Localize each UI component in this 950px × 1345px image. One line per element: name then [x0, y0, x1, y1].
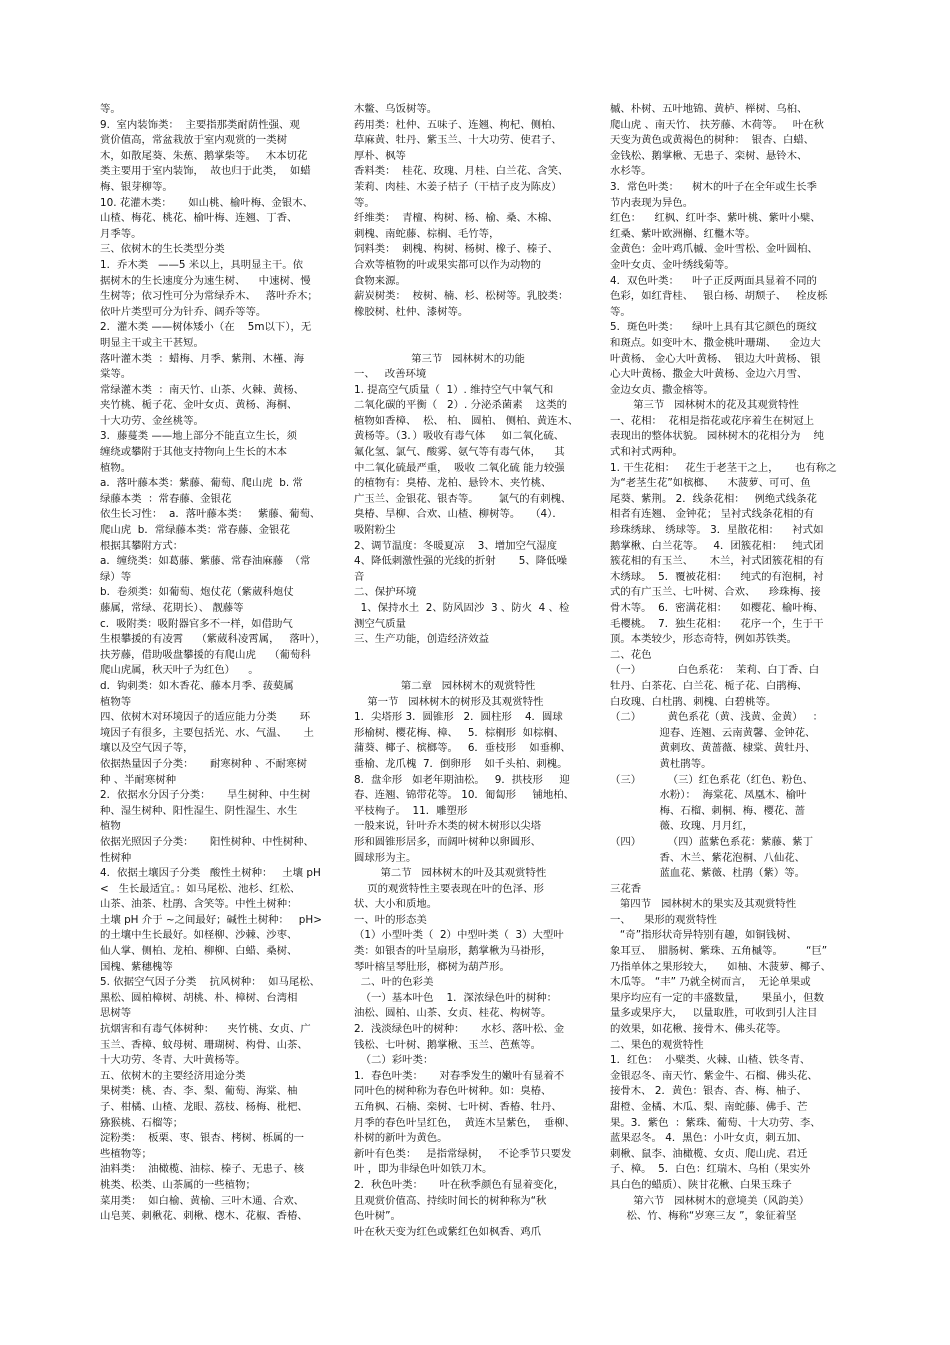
text-line: 类：如银杏的叶呈扇形，鹅掌楸为马褂形，	[354, 945, 552, 958]
text-line: 叶在秋天变为红色或紫红色如枫香、鸡爪	[354, 1225, 542, 1238]
text-line: 广玉兰、金银花、银杏等。 氯气的有刺槐、	[354, 492, 572, 505]
text-line: 生根攀援的有凌霄 （紫葳科凌霄属， 落叶），	[100, 633, 326, 646]
text-line: 夹竹桃、栀子花、金叶女贞、黄杨、海桐、	[100, 399, 298, 412]
text-line: 1. 干生花相： 花生于老茎干之上， 也有称之	[610, 461, 837, 474]
text-line: 琴叶榕呈琴肚形，榔树为葫芦形。	[354, 960, 510, 973]
text-line: 蓝血花、紫薇、杜鹃（紫）等。	[610, 867, 806, 880]
text-line: 第四节 园林树木的果实及其观赏特性	[610, 898, 797, 911]
text-line: 明显主干或主干甚短。	[100, 336, 204, 349]
text-line: 黑松、圆柏樟树、胡桃、朴、樟树、台湾相	[100, 991, 298, 1004]
text-line: 橡胶树、杜仲、漆树等。	[354, 305, 469, 318]
text-line: 爬山虎 、南天竹、 扶芳藤、木荷等。 叶在秋	[610, 118, 824, 131]
text-line: 同叶色的树种称为春色叶树种。如：臭椿、	[354, 1085, 552, 1098]
text-line: 金黄色：金叶鸡爪槭、金叶雪松、金叶圆柏、	[610, 243, 818, 256]
text-line: 心大叶黄杨、撒金大叶黄杨、金边六月雪、	[610, 368, 808, 381]
text-line: 植物等	[100, 695, 132, 708]
text-line: 量多或果序大， 以量取胜，可收到引人注目	[610, 1007, 818, 1020]
text-line: 饲料类： 刺槐、构树、杨树、橡子、榛子、	[354, 243, 559, 256]
text-line: 色叶树”。	[354, 1210, 401, 1223]
text-line: 迎春、连翘、云南黄馨、金钟花、	[610, 726, 816, 739]
text-line: 五、依树木的主要经济用途分类	[100, 1069, 246, 1082]
text-line: 中二氧化硫最严重， 吸收 二氧化硫 能力较强	[354, 461, 565, 474]
text-line: 植物	[100, 820, 121, 833]
text-line: 为“老茎生花”如槟榔、 木菠萝、可可、鱼	[610, 477, 811, 490]
text-line: 垂榆、龙爪槐 7．倒卵形 如千头柏、刺槐。	[354, 757, 568, 770]
text-line: 页的观赏特性主要表现在叶的色泽、形	[354, 882, 544, 895]
text-line: 象耳豆、 腊肠树、紫珠、五角槭等。 “巨”	[610, 945, 828, 958]
text-line: 爬山虎属，秋天叶子为红色） 。	[100, 664, 259, 677]
text-line: 种 、半耐寒树种	[100, 773, 177, 786]
text-line: 簇花相的有玉兰、 木兰，衬式团簇花相的有	[610, 555, 824, 568]
text-line: （二） 黄色系花（黄、浅黄、金黄） ：	[610, 711, 823, 724]
text-line: 和斑点。如变叶木、撒金桃叶珊瑚、 金边大	[610, 336, 821, 349]
text-line: 红桑、紫叶欧洲槲、红檵木等。	[610, 227, 756, 240]
text-line: 色彩，如红背桂、 银白杨、胡颓子、 栓皮栎	[610, 290, 828, 303]
text-line: 珍珠绣球、 绣球等。 3．星散花相： 衬式如	[610, 524, 824, 537]
text-line: 十大功劳、冬青、大叶黄杨等。	[100, 1054, 246, 1067]
text-line: 木瓜等。 “丰” 乃就全树而言， 无论单果或	[610, 976, 811, 989]
text-line: 刺槐、南蛇藤、棕榈、毛竹等，	[354, 227, 500, 240]
text-line: c．吸附类：吸附器官多不一样，如借助气	[100, 617, 293, 630]
text-line: 等。	[354, 196, 375, 209]
text-line	[354, 663, 582, 679]
text-line: 新叶有色类： 是指常绿树， 不论季节只要发	[354, 1147, 572, 1160]
text-line: 性树种	[100, 851, 132, 864]
text-line: 赏价值高，常盆栽放于室内观赏的一类树	[100, 134, 288, 147]
text-line: 二、花色	[610, 648, 652, 661]
text-line: 天变为黄色或黄褐色的树种： 银杏、白蜡、	[610, 134, 815, 147]
text-line: 水粉）： 海棠花、凤凰木、榆叶	[610, 789, 807, 802]
text-line: 二、保护环境	[354, 586, 417, 599]
text-line	[354, 320, 582, 336]
text-line: 果树类：桃、杏、李、梨、葡萄、海棠、柚	[100, 1085, 298, 1098]
text-line: 金边女贞、撒金榕等。	[610, 383, 714, 396]
text-line: 4．双色叶类： 叶子正反两面具显着不同的	[610, 274, 817, 287]
text-line: 二、叶的色彩美	[354, 976, 434, 989]
text-line: 一、 果形的观赏特性	[610, 913, 717, 926]
text-line: 纤维类： 青檀、构树、杨、榆、桑、木棉、	[354, 212, 559, 225]
text-line: 等。	[610, 305, 631, 318]
text-line: 2．秋色叶类： 叶在秋季颜色有显着变化，	[354, 1178, 565, 1191]
text-line: 尾葵、紫荆。 2．线条花相： 例绝式线条花	[610, 492, 817, 505]
text-line: 接骨木、 2．黄色：银杏、杏、梅、柚子、	[610, 1085, 807, 1098]
text-line: 十大功劳、金丝桃等。	[100, 414, 204, 427]
text-line: 等。	[100, 103, 121, 115]
text-line: 一般来说，针叶乔木类的树木树形以尖塔	[354, 820, 542, 833]
text-line: 一、花相： 花相是指花或花序着生在树冠上	[610, 414, 815, 427]
text-line: 槭、朴树、五叶地锦、黄栌、榉树、乌桕、	[610, 103, 808, 115]
text-line: 缠绕或攀附于其他支持物向上生长的木本	[100, 446, 288, 459]
text-line: 薇、玫瑰、月月红，	[610, 820, 754, 833]
text-line: 音	[354, 570, 365, 583]
text-line: 思树等	[100, 1007, 132, 1020]
text-line: 红色： 红枫、红叶李、紫叶桃、紫叶小檗、	[610, 212, 821, 225]
text-line: 臭椿、旱柳、合欢、山楂、柳树等。 （4）．	[354, 508, 563, 521]
text-line: 薪炭树类： 桉树、楠、杉、松树等。乳胶类：	[354, 290, 569, 303]
text-line: a．缠绕类：如葛藤、紫藤、常春油麻藤 （常	[100, 555, 311, 568]
text-line: 菜用类： 如白榆、黄榆、三叶木通、合欢、	[100, 1194, 305, 1207]
text-line: 2．灌木类 ——树体矮小（在 5m以下），无	[100, 321, 312, 334]
text-line: 10. 花灌木类： 如山桃、榆叶梅、金银木、	[100, 196, 313, 209]
text-line: 抗烟害和有毒气体树种： 夹竹桃、女贞、广	[100, 1023, 311, 1036]
text-line: 黄杜鹃等。	[610, 757, 712, 770]
text-line: 氟化氢、氯气、酸雾、氨气等有毒气体， 其	[354, 446, 565, 459]
text-line: 金钱松、鹅掌楸、无患子、栾树、悬铃木、	[610, 149, 808, 162]
section-heading: 第二章 园林树木的观赏特性	[400, 679, 536, 692]
text-line: 依叶片类型可分为针乔、阔乔等等。	[100, 305, 267, 318]
text-line: 朴树的新叶为黄色。	[354, 1132, 448, 1145]
text-line: 依据光照因子分类： 阳性树种、中性树种、	[100, 835, 314, 848]
text-line: 境因子有很多，主要包括光、水、气温、 土	[100, 726, 314, 739]
text-line: 二、果色的观赏特性	[610, 1038, 704, 1051]
text-line: 表现出的整体状貌。 园林树木的花相分为 纯	[610, 430, 824, 443]
text-line: 测空气质量	[354, 617, 406, 630]
text-line: 植物。	[100, 461, 132, 474]
text-column-middle	[354, 102, 582, 1240]
text-line: 香料类： 桂花、玫瑰、月桂、白兰花、含笑、	[354, 165, 569, 178]
text-line: 形和圆锥形居多，而阔叶树种以卵圆形、	[354, 835, 542, 848]
text-line: 第一节 园林树木的树形及其观赏特性	[354, 695, 544, 708]
text-line: 梅、石榴、刺桐、梅、樱花、蔷	[610, 804, 806, 817]
text-line: 三、依树木的生长类型分类	[100, 243, 225, 256]
text-line: （四） （四）蓝紫色系花：紫藤、紫丁	[610, 835, 814, 848]
text-line: 扶芳藤，借助吸盘攀援的有爬山虎 （葡萄科	[100, 648, 311, 661]
text-line: 三花香	[610, 882, 642, 895]
text-line: 且观赏价值高、持续时间长的树种称为“秋	[354, 1194, 547, 1207]
text-line: 山茶、油茶、杜鹃、含笑等。中性土树种：	[100, 898, 298, 911]
text-line: 的土壤中生长最好。如柽柳、沙棘、沙枣、	[100, 929, 298, 942]
text-line: 9. 室内装饰类： 主要指那类耐荫性强、观	[100, 118, 300, 131]
text-line: “奇”指形状奇异特别有趣，如铜钱树、	[610, 929, 797, 942]
text-line: 棠等。	[100, 368, 132, 381]
text-line: 果序均应有一定的丰盛数量， 果虽小，但数	[610, 991, 824, 1004]
text-line: 类主要用于室内装饰， 故也归于此类， 如蜡	[100, 165, 311, 178]
text-line: 木，如散尾葵、朱蕉、鹅掌柴等。 木本切花	[100, 149, 308, 162]
text-line: 骨木等。 6．密满花相： 如樱花、榆叶梅、	[610, 602, 824, 614]
text-line: 木绣球。 5．覆被花相： 纯式的有泡桐，衬	[610, 570, 824, 583]
text-line: 猕猴桃、石榴等；	[100, 1116, 184, 1129]
text-line: 平枝栒子。 11．雕塑形	[354, 804, 468, 817]
text-line: 蓝果忍冬。 4．黑色：小叶女贞，刺五加、	[610, 1132, 807, 1145]
text-line: 圆球形为主。	[354, 851, 417, 864]
text-line: 山皂荚、刺楸花、刺楸、楤木、花椒、香椿、	[100, 1210, 308, 1223]
text-line: 形榆树、樱花梅、樟、 5．棕榈形 如棕榈、	[354, 726, 565, 739]
text-line: 1．尖塔形 3．圆锥形 2．圆柱形 4．圆球	[354, 711, 563, 724]
text-line: 油松、圆柏、山茶、女贞、桂花、构树等。	[354, 1007, 552, 1020]
text-line: 1．乔木类 ——5 米以上，具明显主干。依	[100, 258, 304, 271]
text-line: 式和衬式两种。	[610, 446, 683, 459]
text-line: 金叶女贞、金叶绣线菊等。	[610, 258, 735, 271]
text-line: 吸附粉尘	[354, 524, 396, 537]
text-line: 绿）等	[100, 570, 132, 583]
text-line: 油料类： 油橄榄、油棕、榛子、无患子、核	[100, 1163, 305, 1176]
text-line: 厚朴、枫等	[354, 149, 406, 162]
text-line: 依生长习性： a．落叶藤本类： 紫藤、葡萄、	[100, 508, 321, 521]
text-line: 1、保持水土 2、防风固沙 3 、防火 4 、检	[354, 602, 570, 614]
text-line: 淀粉类： 板栗、枣、银杏、栲树、栎属的一	[100, 1132, 305, 1145]
text-line: 蒲葵、椰子、槟榔等。 6．垂枝形 如垂柳、	[354, 742, 571, 755]
text-column-right	[610, 102, 838, 1225]
text-line: 些植物等；	[100, 1147, 152, 1160]
text-line: 桃类、松类、山茶属的一些植物；	[100, 1178, 256, 1191]
text-line	[354, 336, 582, 352]
text-line: 5．斑色叶类： 绿叶上具有其它颜色的斑纹	[610, 321, 817, 334]
text-line: 土壤 pH 介于 ~之间最好；碱性土树种： pH>	[100, 913, 322, 926]
text-line: 植物如香樟、 松、 柏、 圆柏、 侧柏、黄连木、	[354, 414, 579, 427]
text-line: 药用类：杜仲、五味子、连翘、枸杞、侧柏、	[354, 118, 562, 131]
text-line: b．卷须类：如葡萄、炮仗花（紫葳科炮仗	[100, 586, 294, 599]
text-line: 四、依树木对环境因子的适应能力分类 环	[100, 711, 311, 724]
text-line: 4、降低刺激性强的光线的折射 5、降低噪	[354, 555, 567, 568]
text-line: 2．依据水分因子分类： 旱生树种、中生树	[100, 789, 311, 802]
text-line: 二氧化碳的平衡（ 2）. 分泌杀菌素 这类的	[354, 399, 567, 412]
text-line	[354, 648, 582, 664]
text-line: （三） （三）红色系花（红色、粉色、	[610, 773, 814, 786]
text-line: d．钩刺类：如木香花、藤本月季、菝葜属	[100, 679, 294, 692]
text-line: 4．依据土壤因子分类 酸性土树种： 土壤 pH	[100, 867, 321, 880]
text-line: （一） 白色系花： 茉莉、白丁香、白	[610, 664, 820, 677]
text-line: 三、生产功能，创造经济效益	[354, 633, 490, 646]
text-line: 节内表现为异色。	[610, 196, 694, 209]
text-line: 据树木的生长速度分为速生树、 中速树、慢	[100, 274, 311, 287]
text-line: 1. 提高空气质量（ 1）. 维持空气中氧气和	[354, 383, 554, 396]
text-line: 牡丹、白茶花、白兰花、栀子花、白鹃梅、	[610, 679, 808, 692]
text-line: 壤以及空气因子等，	[100, 742, 194, 755]
text-line: 仙人掌、侧柏、龙柏、柳柳、白蜡、桑树、	[100, 945, 298, 958]
section-heading: 第三节 园林树木的功能	[411, 352, 525, 365]
text-line: 草麻黄、牡丹、紫玉兰、十大功劳、使君子、	[354, 134, 562, 147]
text-line: 的效果，如花楸、接骨木、佛头花等。	[610, 1023, 787, 1036]
text-line: 种、湿生树种、阳性湿生、阴性湿生、水生	[100, 804, 298, 817]
text-line: 金银忍冬、南天竹、紫金牛、石榴、佛头花、	[610, 1069, 818, 1082]
text-line: 五角枫、石楠、栾树、七叶树、香椿、牡丹、	[354, 1101, 562, 1113]
text-line: 合欢等植物的叶或果实都可以作为动物的	[354, 258, 542, 271]
text-line: 依据热量因子分类： 耐寒树种 、不耐寒树	[100, 757, 307, 770]
text-line: 食物来源。	[354, 274, 406, 287]
text-line: 黄杨等。（3．）吸收有毒气体 如二氧化硫、	[354, 430, 565, 443]
text-line: 玉兰、香樟、蚊母树、珊瑚树、构骨、山茶、	[100, 1038, 308, 1051]
text-column-left	[100, 102, 326, 1225]
text-line: 白玫瑰、白杜鹃、刺槐、白碧桃等。	[610, 695, 777, 708]
text-line: 月季的春色叶呈红色， 黄连木呈紫色， 垂柳、	[354, 1116, 576, 1129]
text-line: 香、木兰、紫花泡桐、八仙花、	[610, 851, 806, 864]
text-line: 鹅掌楸、白兰花等。 4．团簇花相： 纯式团	[610, 539, 824, 552]
text-line: 常绿灌木类 ：南天竹、山茶、火棘、黄杨、	[100, 383, 305, 396]
text-line: 具白色的蜡质）、陕甘花楸、白果玉珠子	[610, 1178, 792, 1191]
text-line: （1）小型叶类（ 2）中型叶类（ 3）大型叶	[354, 929, 564, 942]
text-line: 5. 依据空气因子分类 抗风树种： 如马尾松、	[100, 976, 321, 989]
text-line: 相者有连翘、 金钟花； 呈衬式线条花相的有	[610, 508, 815, 521]
text-line: 一、叶的形态美	[354, 913, 427, 926]
text-line: 顶。本类较少，形态奇特，例如苏铁类。	[610, 633, 798, 646]
text-line: 叶黄杨、 金心大叶黄杨、 银边大叶黄杨、 银	[610, 352, 821, 365]
text-line: 茉莉、肉桂、木姜子桔子（干桔子皮为陈皮）	[354, 180, 562, 193]
text-line: 松、竹、梅称“岁寒三友 ”，象征着坚	[610, 1210, 797, 1223]
text-line: 乃指单体之果形较大， 如柚、木菠萝、椰子、	[610, 960, 832, 973]
text-line: 第六节 园林树木的意境美（风韵美）	[610, 1194, 810, 1207]
text-line: 落叶灌木类 ：蜡梅、月季、紫荆、木槿、海	[100, 352, 305, 365]
text-line: 山楂、梅花、桃花、榆叶梅、连翘、丁香、	[100, 212, 298, 225]
text-line: 根据其攀附方式：	[100, 539, 184, 552]
text-line: 藤属，常绿、花期长）、 靓藤等	[100, 602, 244, 614]
text-line: 的植物有：臭椿、龙柏、悬铃木、夹竹桃、	[354, 477, 552, 490]
text-line: 爬山虎 b．常绿藤本类：常春藤、金银花	[100, 524, 290, 537]
text-line: 木鳖、乌饭树等。	[354, 103, 438, 115]
text-line: 春、连翘、锦带花等。 10．匍匐形 铺地柏、	[354, 789, 575, 802]
text-line: 8．盘伞形 如老年期油松。 9．拱枝形 迎	[354, 773, 570, 786]
text-line: 3．常色叶类： 树木的叶子在全年或生长季	[610, 180, 817, 193]
text-line: 子、樟。 5．白色：红瑞木、乌桕（果实外	[610, 1163, 811, 1176]
text-line: 3．藤蔓类 ——地上部分不能直立生长，须	[100, 430, 297, 443]
text-line: 第三节 园林树木的花及其观赏特性	[610, 399, 799, 412]
text-line: 式的有广玉兰、七叶树、合欢、 珍珠梅、接	[610, 586, 821, 599]
text-line: 梅、银芽柳等。	[100, 180, 173, 193]
text-line: 1．红色： 小檗类、火棘、山楂、铁冬青、	[610, 1054, 811, 1067]
text-line: 水杉等。	[610, 165, 652, 178]
text-line: 1．春色叶类： 对春季发生的嫩叶有显着不	[354, 1069, 565, 1082]
text-line: 生树等；依习性可分为常绿乔木、 落叶乔木；	[100, 290, 318, 303]
text-line: 果。3．紫色 ：紫珠、葡萄、十大功劳、李、	[610, 1116, 821, 1129]
text-line: （二）彩叶类：	[354, 1054, 434, 1067]
text-line: a．落叶藤本类：紫藤、葡萄、爬山虎 b. 常	[100, 477, 303, 490]
text-line: 钱松、七叶树、鹅掌楸、玉兰、芭蕉等。	[354, 1038, 542, 1051]
text-line: 绿藤本类 ：常春藤、金银花	[100, 492, 232, 505]
text-line: 叶 ，即为非绿色叶如铁刀木。	[354, 1163, 493, 1176]
text-line: 2．浅淡绿色叶的树种： 水杉、落叶松、金	[354, 1023, 565, 1036]
text-line: 状、大小和质地。	[354, 898, 438, 911]
text-line: 子、柑橘、山楂、龙眼、荔枝、杨梅、枇杷、	[100, 1101, 308, 1113]
text-line: 国槐、紫穗槐等	[100, 960, 173, 973]
text-line: 一、 改善环境	[354, 368, 427, 381]
text-line: 月季等。	[100, 227, 142, 240]
text-line: < 生长最适宜。：如马尾松、池杉、红松、	[100, 882, 301, 895]
text-line: 第二节 园林树木的叶及其观赏特性	[354, 867, 547, 880]
text-line: 毛樱桃。 7．独生花相： 花序一个，生于干	[610, 617, 824, 630]
text-line: 刺楸、鼠李、油橄榄、女贞、爬山虎、君迁	[610, 1147, 808, 1160]
text-line: 甜橙、金橘、木瓜、梨、南蛇藤、佛手、芒	[610, 1101, 808, 1113]
text-line: （一）基本叶色 1．深浓绿色叶的树种：	[354, 991, 558, 1004]
text-line: 黄刺玫、黄蔷薇、棣棠、黄牡丹、	[610, 742, 816, 755]
text-line: 2、调节温度：冬暖夏凉 3、增加空气湿度	[354, 539, 558, 552]
